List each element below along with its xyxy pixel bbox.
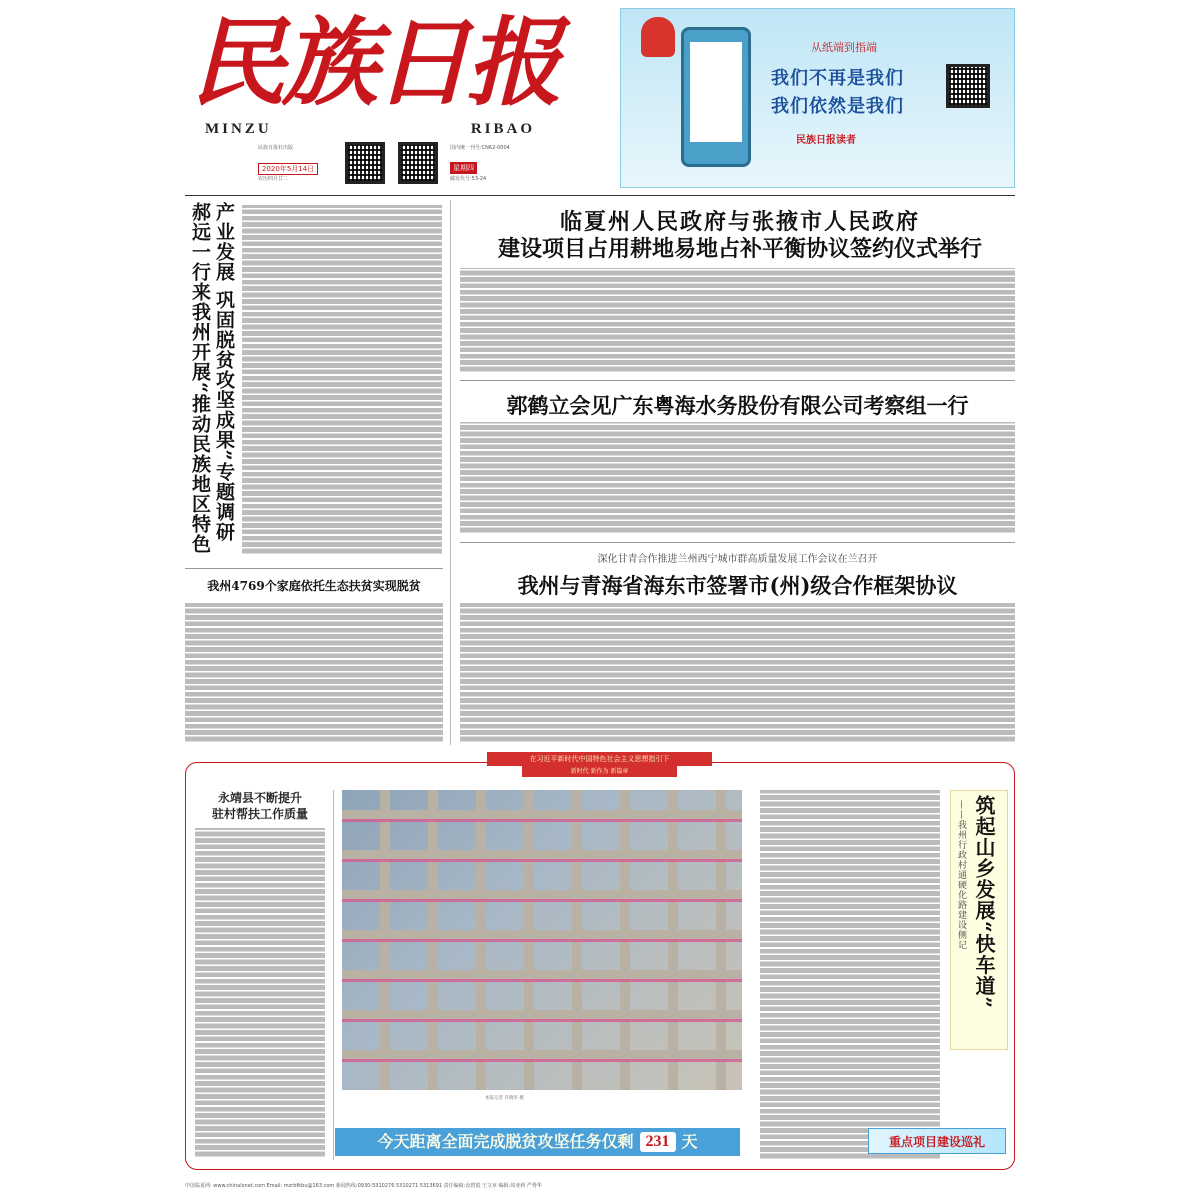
project-banner[interactable]: 重点项目建设巡礼 — [868, 1128, 1006, 1154]
article-headline[interactable]: 临夏州人民政府与张掖市人民政府 — [559, 209, 920, 235]
article-body — [460, 422, 1015, 534]
lead-title-col1[interactable]: 产业发展 巩固脱贫攻坚成果”专题调研 — [213, 202, 235, 542]
article-body — [460, 268, 1015, 373]
masthead-right-info — [450, 145, 560, 152]
ad-brand: 民族日报读者 — [796, 135, 856, 146]
postal-code: 邮发代号:53-24 — [450, 176, 487, 182]
feature-banner: 在习近平新时代中国特色社会主义思想指引下 — [487, 752, 712, 766]
ad-slogan-2: 我们依然是我们 — [771, 96, 904, 117]
feature-side-title[interactable] — [195, 790, 325, 822]
photo-credit: 本报记者 许晓华 摄 — [485, 1096, 524, 1101]
masthead-info — [258, 145, 338, 152]
divider — [185, 568, 443, 569]
info-line: 民族日报社出版 — [258, 145, 294, 151]
lead-title-col2[interactable]: 郝远一行来我州开展“推动民族地区特色 — [189, 202, 211, 554]
ad-tagline: 从纸端到指端 — [811, 41, 877, 54]
feature-photo[interactable] — [342, 790, 742, 1090]
divider — [460, 380, 1015, 381]
article-body — [195, 828, 325, 1158]
info-line: 国内统一刊号:CN62-0004 — [450, 145, 510, 151]
qr-code-icon — [398, 142, 438, 184]
weekday-badge: 星期四 — [450, 162, 477, 174]
phone-icon — [681, 27, 751, 167]
article-kicker: 深化甘青合作推进兰州西宁城市群高质量发展工作会议在兰召开 — [597, 554, 878, 565]
feature-subtitle: ——我州行政村通硬化路建设侧记 — [956, 800, 966, 950]
person-icon — [641, 17, 675, 57]
masthead-logo: 民族日报 — [190, 6, 558, 119]
feature-sub-banner: 新时代 新作为 新篇章 — [522, 766, 677, 777]
countdown-number: 231 — [640, 1132, 676, 1152]
side-title-line: 驻村帮扶工作质量 — [211, 807, 308, 821]
divider — [450, 200, 451, 745]
countdown-unit: 天 — [681, 1132, 698, 1151]
countdown-text: 今天距离全面完成脱贫攻坚任务仅剩 — [377, 1132, 634, 1151]
divider — [333, 790, 334, 1160]
promo-ad[interactable] — [620, 8, 1015, 188]
article-headline[interactable]: 我州与青海省海东市签署市(州)级合作框架协议 — [517, 573, 958, 598]
article-body — [760, 790, 940, 1160]
article-body — [460, 603, 1015, 743]
article-headline[interactable]: 我州4769个家庭依托生态扶贫实现脱贫 — [207, 579, 421, 593]
feature-title[interactable]: 筑起山乡发展“快车道” — [972, 795, 996, 1010]
pinyin-left: MINZU — [205, 121, 272, 137]
article-headline[interactable]: 郭鹤立会见广东粤海水务股份有限公司考察组一行 — [506, 393, 969, 418]
lead-body — [242, 205, 442, 555]
pinyin-right: RIBAO — [470, 121, 535, 137]
lunar-date: 农历四月廿二 — [258, 176, 289, 182]
qr-code-icon — [345, 142, 385, 184]
countdown-banner — [335, 1128, 740, 1156]
footer: 中国临夏网: www.chinalxnet.com Email: mzrbfkbu@163.com 新闻热线:0930-5310276 5310271 5313691 责任编辑:汝碧霞 王文章 编辑:周亚莉 严秀华 — [185, 1183, 542, 1189]
divider — [460, 542, 1015, 543]
masthead-pinyin — [205, 121, 535, 138]
issue-date: 2020年5月14日 — [258, 163, 318, 175]
article-headline[interactable]: 建设项目占用耕地易地占补平衡协议签约仪式举行 — [497, 236, 982, 262]
ad-slogan-1: 我们不再是我们 — [771, 68, 904, 89]
divider — [185, 195, 1015, 196]
article-body — [185, 603, 443, 743]
side-title-line: 永靖县不断提升 — [217, 791, 302, 805]
photo-caption — [345, 1095, 745, 1101]
qr-code-icon — [946, 64, 990, 108]
